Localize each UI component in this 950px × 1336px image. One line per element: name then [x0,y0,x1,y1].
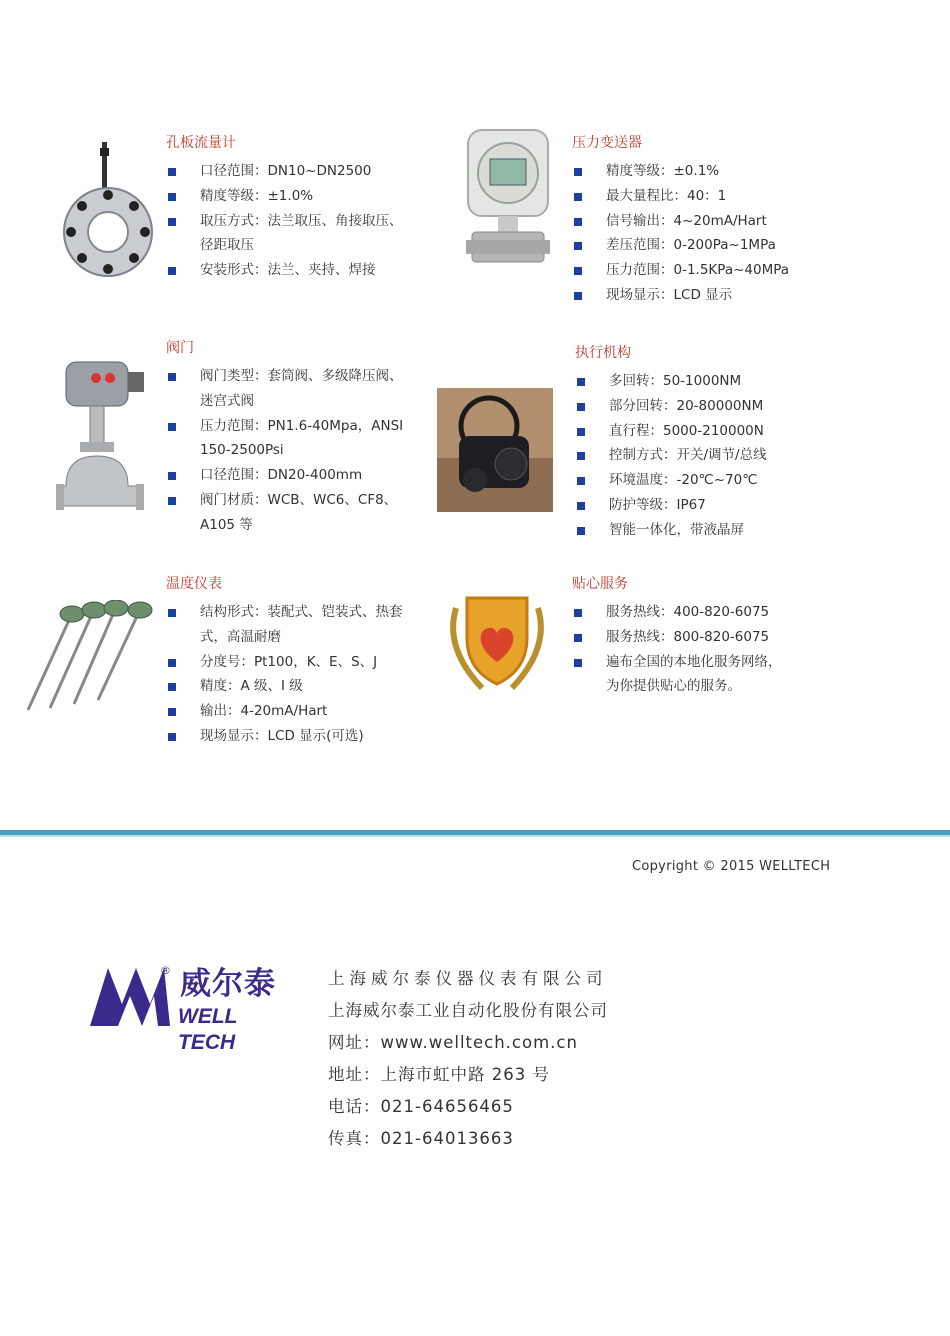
spec-item: 差压范围：0-200Pa~1MPa [572,233,832,258]
copyright-text: Copyright © 2015 WELLTECH [632,859,831,874]
actuator-section [575,344,835,543]
spec-item: 分度号：Pt100，K、E、S、J [166,650,426,675]
spec-item: 压力范围：0-1.5KPa~40MPa [572,258,832,283]
spec-item: 直行程：5000-210000N [575,419,835,444]
bullet-icon [168,497,176,505]
bullet-icon [577,527,585,535]
pressure-transmitter-photo [462,126,554,272]
spec-item: 遍布全国的本地化服务网络， 为你提供贴心的服务。 [572,650,832,700]
temperature-instrument-photo [22,600,158,716]
bullet-icon [168,708,176,716]
company-name-1: 上海威尔泰仪器仪表有限公司 [328,969,608,988]
spec-item: 多回转：50-1000NM [575,369,835,394]
logo-english-name: WELL TECH [178,1005,238,1054]
spec-item: 控制方式：开关/调节/总线 [575,443,835,468]
orifice-title: 孔板流量计 [166,135,236,151]
website: 网址：www.welltech.com.cn [328,1033,578,1052]
bullet-icon [168,373,176,381]
valve-spec-list [166,364,426,538]
service-title: 贴心服务 [572,576,628,592]
bullet-icon [574,267,582,275]
spec-item: 精度等级：±0.1% [572,159,832,184]
address: 地址：上海市虹中路 263 号 [328,1065,550,1084]
phone: 电话：021-64656465 [328,1097,514,1116]
welltech-logo [88,960,298,1054]
bullet-icon [577,502,585,510]
fax: 传真：021-64013663 [328,1129,514,1148]
temperature-section [166,575,426,749]
spec-item: 精度等级：±1.0% [166,184,426,209]
bullet-icon [168,423,176,431]
company-name-2: 上海威尔泰工业自动化股份有限公司 [328,1001,608,1020]
actuator-photo [437,388,553,512]
actuator-spec-list [575,369,835,543]
spec-item: 取压方式：法兰取压、角接取压、 径距取压 [166,209,426,259]
bullet-icon [577,452,585,460]
bullet-icon [574,242,582,250]
bullet-icon [574,659,582,667]
bullet-icon [168,609,176,617]
spec-item: 环境温度：-20℃~70℃ [575,468,835,493]
bullet-icon [574,292,582,300]
bullet-icon [574,609,582,617]
spec-item: 结构形式：装配式、铠装式、热套 式，高温耐磨 [166,600,426,650]
orifice-spec-list [166,159,426,283]
spec-item: 压力范围：PN1.6-40Mpa，ANSI 150-2500Psi [166,414,426,464]
valve-title: 阀门 [166,340,194,356]
spec-item: 部分回转：20-80000NM [575,394,835,419]
pressure-title: 压力变送器 [572,135,642,151]
bullet-icon [168,193,176,201]
bullet-icon [574,193,582,201]
temperature-spec-list [166,600,426,749]
spec-item: 口径范围：DN20-400mm [166,463,426,488]
spec-item: 精度：A 级、I 级 [166,674,426,699]
bullet-icon [574,168,582,176]
orifice-section [166,134,426,283]
service-section [572,575,832,699]
bullet-icon [577,403,585,411]
actuator-title: 执行机构 [575,345,631,361]
spec-item: 输出：4-20mA/Hart [166,699,426,724]
spec-item: 最大量程比：40：1 [572,184,832,209]
spec-item: 服务热线：400-820-6075 [572,600,832,625]
bullet-icon [574,218,582,226]
spec-item: 阀门材质：WCB、WC6、CF8、 A105 等 [166,488,426,538]
bullet-icon [577,477,585,485]
bullet-icon [168,472,176,480]
spec-item: 口径范围：DN10~DN2500 [166,159,426,184]
bullet-icon [168,733,176,741]
valve-photo [56,356,152,522]
orifice-flowmeter-photo [60,140,155,280]
logo-chinese-name: 威尔泰 [180,966,276,1002]
bullet-icon [577,378,585,386]
spec-item: 防护等级：IP67 [575,493,835,518]
spec-item: 信号输出：4~20mA/Hart [572,209,832,234]
service-shield-emblem [442,588,552,694]
bullet-icon [168,683,176,691]
service-spec-list [572,600,832,699]
spec-item: 安装形式：法兰、夹持、焊接 [166,258,426,283]
spec-item: 阀门类型：套筒阀、多级降压阀、 迷宫式阀 [166,364,426,414]
logo-registered-mark: ® [160,964,171,977]
temperature-title: 温度仪表 [166,576,222,592]
bullet-icon [168,267,176,275]
spec-item: 现场显示：LCD 显示(可选) [166,724,426,749]
pressure-spec-list [572,159,832,308]
pressure-section [572,134,832,308]
bullet-icon [168,659,176,667]
spec-item: 现场显示：LCD 显示 [572,283,832,308]
bullet-icon [168,168,176,176]
bullet-icon [577,428,585,436]
contact-info [328,963,608,1155]
spec-item: 智能一体化，带液晶屏 [575,518,835,543]
spec-item: 服务热线：800-820-6075 [572,625,832,650]
valve-section [166,339,426,538]
bullet-icon [168,218,176,226]
footer-divider-light [0,835,950,837]
bullet-icon [574,634,582,642]
